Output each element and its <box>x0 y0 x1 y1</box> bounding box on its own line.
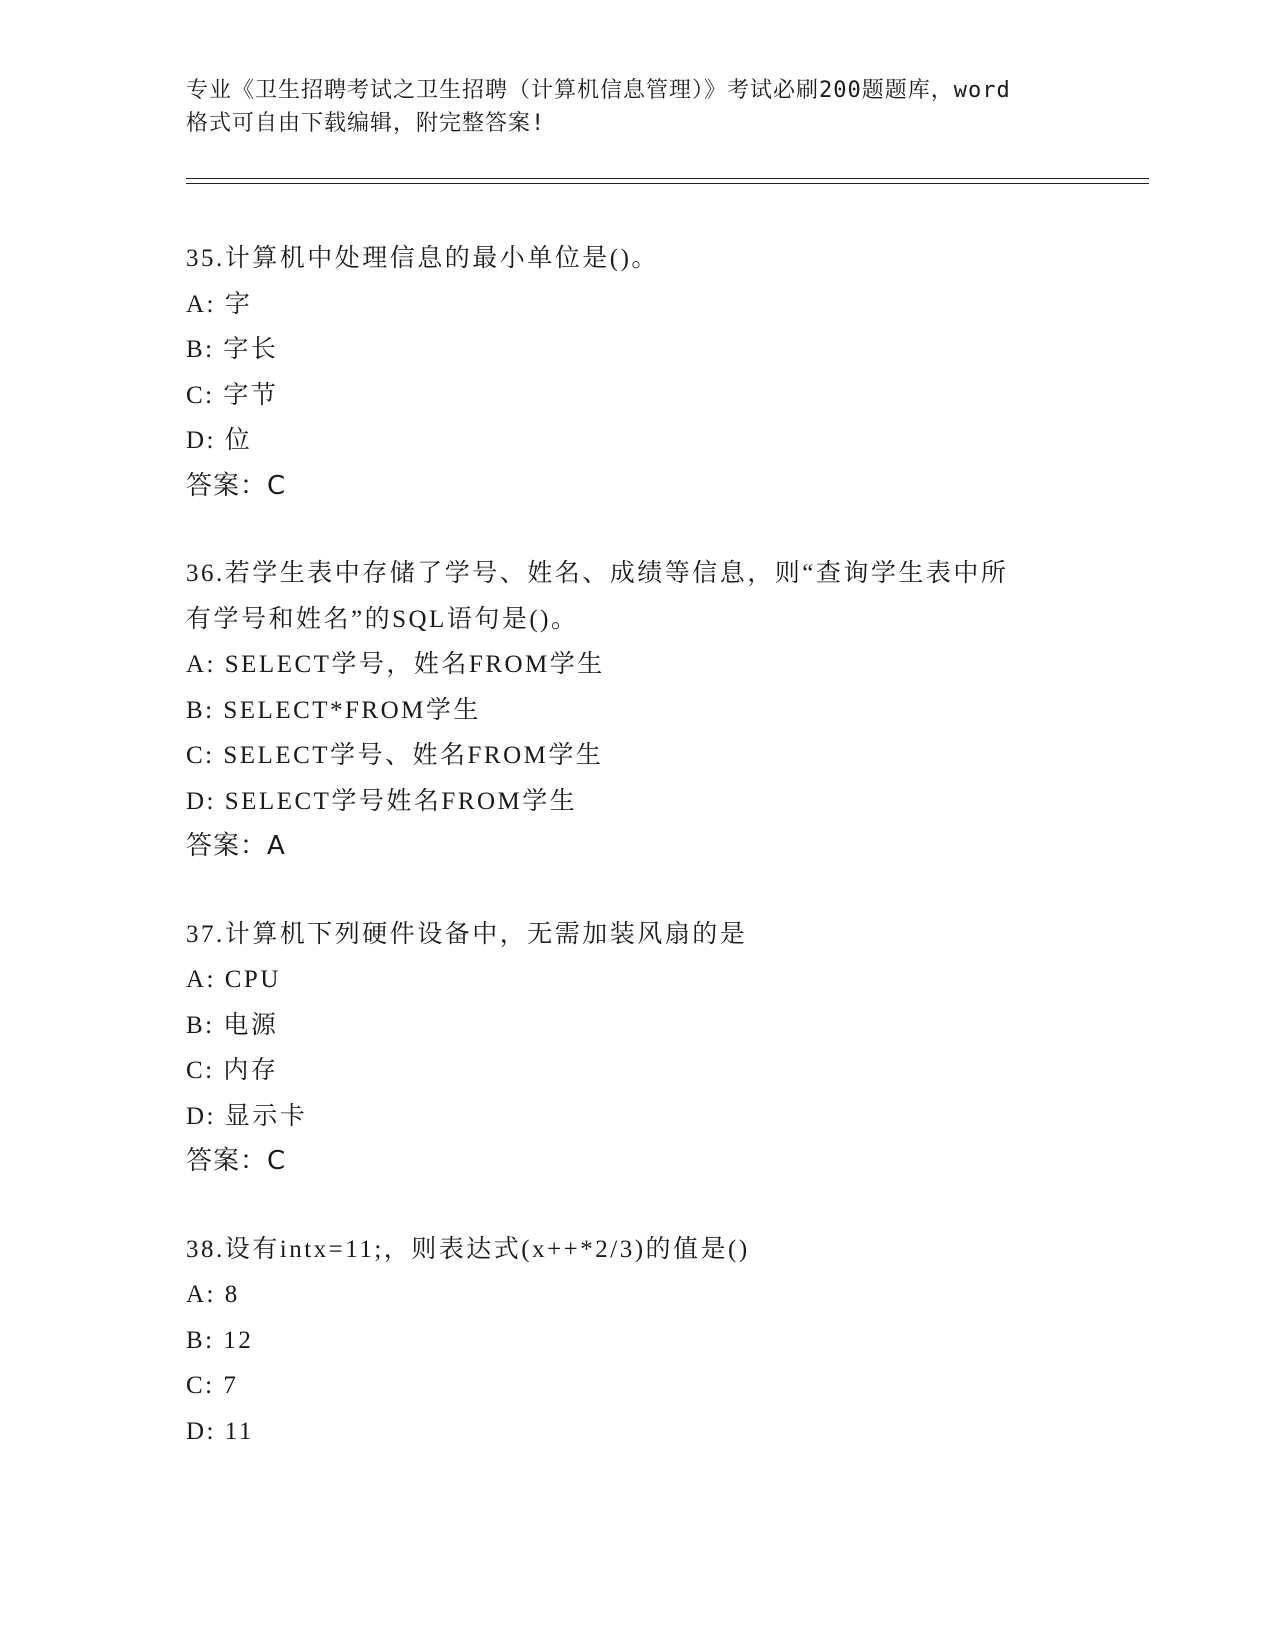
question-37 <box>186 912 1086 1185</box>
header-line-1: 专业《卫生招聘考试之卫生招聘（计算机信息管理）》考试必刷200题题库，word <box>186 78 1011 103</box>
option-b: B: SELECT*FROM学生 <box>186 696 481 724</box>
header-divider-bottom <box>186 183 1149 184</box>
option-a: A: SELECT学号，姓名FROM学生 <box>186 651 605 678</box>
option-d: D: 显示卡 <box>186 1102 308 1130</box>
answer-label: 答案：A <box>186 831 286 861</box>
option-a: A: 8 <box>186 1281 240 1308</box>
option-b: B: 电源 <box>186 1011 279 1039</box>
header-divider-top <box>186 178 1149 179</box>
option-a: A: 字 <box>186 290 253 318</box>
question-stem: 38.设有intx=11;，则表达式(x++*2/3)的值是() <box>186 1235 750 1263</box>
option-d: D: 11 <box>186 1417 254 1445</box>
option-c: C: 内存 <box>186 1057 279 1084</box>
answer-label: 答案：C <box>186 1146 287 1176</box>
question-38 <box>186 1227 1086 1455</box>
option-c: C: 字节 <box>186 381 279 409</box>
question-35 <box>186 236 1086 509</box>
option-b: B: 12 <box>186 1326 254 1354</box>
question-stem-continued: 有学号和姓名”的SQL语句是()。 <box>186 605 579 633</box>
document-header <box>186 74 1086 140</box>
option-c: C: 7 <box>186 1372 239 1399</box>
header-line-2: 格式可自由下载编辑，附完整答案! <box>186 111 546 136</box>
option-d: D: SELECT学号姓名FROM学生 <box>186 787 578 815</box>
option-a: A: CPU <box>186 966 281 993</box>
question-stem: 37.计算机下列硬件设备中，无需加装风扇的是 <box>186 920 748 948</box>
question-stem: 35.计算机中处理信息的最小单位是()。 <box>186 245 659 272</box>
question-36 <box>186 551 1086 870</box>
answer-label: 答案：C <box>186 470 287 501</box>
question-list <box>186 236 1086 1496</box>
question-stem: 36.若学生表中存储了学号、姓名、成绩等信息，则“查询学生表中所 <box>186 560 1009 587</box>
option-d: D: 位 <box>186 427 253 454</box>
option-b: B: 字长 <box>186 336 279 363</box>
option-c: C: SELECT学号、姓名FROM学生 <box>186 742 604 769</box>
